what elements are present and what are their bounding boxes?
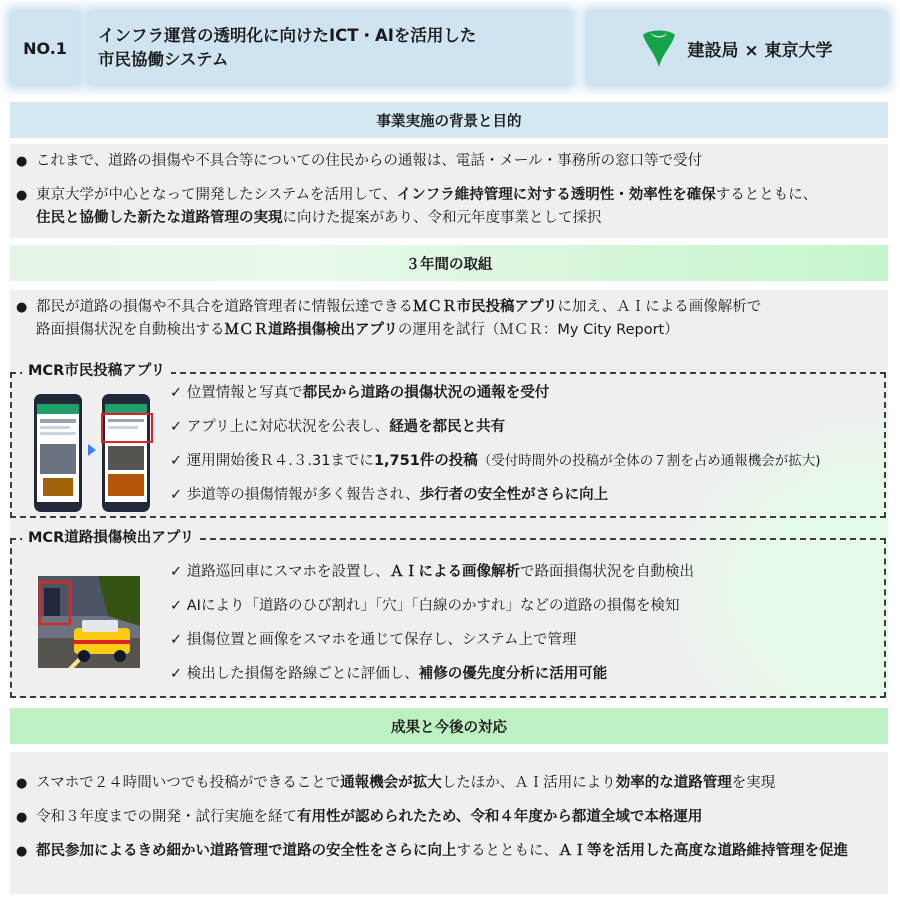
tokyo-ginkgo-logo-icon xyxy=(641,27,677,69)
bullet-icon: ● xyxy=(16,810,28,825)
bullet-text: 令和３年度までの開発・試行実施を経て xyxy=(36,809,297,825)
results-bullet-1 xyxy=(16,772,880,795)
background-bullet-1 xyxy=(16,150,880,173)
results-bullet-2 xyxy=(16,806,880,829)
item-text: 検出した損傷を路線ごとに評価し、 xyxy=(186,666,419,682)
section-background-body xyxy=(10,144,888,238)
bullet-text: 東京大学が中心となって開発したシステムを活用して、 xyxy=(36,187,397,203)
bullet-icon: ● xyxy=(16,300,28,315)
header-org-box xyxy=(588,12,886,84)
section-results-title-bar xyxy=(10,708,888,744)
section-background-title-bar xyxy=(10,102,888,138)
bullet-icon: ● xyxy=(16,844,28,859)
intro-emphasis: ＭＣＲ市民投稿アプリ xyxy=(413,299,558,315)
bullet-text: に向けた提案があり、令和元年度事業として採択 xyxy=(282,210,602,226)
bullet-emphasis: 有用性が認められたため、令和４年度から都道全域で本格運用 xyxy=(297,809,703,825)
bullet-emphasis: インフラ維持管理に対する透明性・効率性を確保 xyxy=(396,187,716,203)
results-bullet-3 xyxy=(16,840,880,863)
detection-app-item-4 xyxy=(170,663,607,685)
item-text: 損傷位置と画像をスマホを通じて保存し、システム上で管理 xyxy=(186,632,577,648)
item-text: AIにより「道路のひび割れ」「穴」「白線のかすれ」などの道路の損傷を検知 xyxy=(186,598,680,614)
citizen-app-item-3 xyxy=(170,450,821,472)
check-icon: ✓ xyxy=(170,598,183,614)
bullet-emphasis: ＡＩ等を活用した高度な道路維持管理を促進 xyxy=(558,843,848,859)
intro-text: 路面損傷状況を自動検出する xyxy=(36,322,225,338)
bullet-emphasis: 都民参加によるきめ細かい道路管理で道路の安全性をさらに向上 xyxy=(36,843,457,859)
citizen-app-item-2 xyxy=(170,416,505,438)
item-emphasis: 1,751件の投稿 xyxy=(373,453,478,469)
item-text: 位置情報と写真で xyxy=(186,385,303,401)
intro-text: 都民が道路の損傷や不具合を道路管理者に情報伝達できる xyxy=(36,299,413,315)
item-emphasis: 経過を都民と共有 xyxy=(389,419,506,435)
intro-emphasis: ＭＣＲ道路損傷検出アプリ xyxy=(224,322,398,338)
panel-damage-detection-app-title: MCR道路損傷検出アプリ xyxy=(22,527,200,549)
bullet-emphasis: 効率的な道路管理 xyxy=(615,775,732,791)
check-icon: ✓ xyxy=(170,564,183,580)
item-text: （受付時間外の投稿が全体の７割を占め通報機会が拡大) xyxy=(477,453,821,469)
bullet-text: を実現 xyxy=(731,775,776,791)
item-text: 運用開始後Ｒ４.３.31までに xyxy=(186,453,374,469)
bullet-emphasis: 通報機会が拡大 xyxy=(340,775,442,791)
check-icon: ✓ xyxy=(170,419,183,435)
bullet-text: するとともに、 xyxy=(715,187,818,203)
check-icon: ✓ xyxy=(170,632,183,648)
citizen-app-item-4 xyxy=(170,484,608,506)
check-icon: ✓ xyxy=(170,385,183,401)
check-icon: ✓ xyxy=(170,487,183,503)
bullet-icon: ● xyxy=(16,188,28,203)
section-efforts-title-bar xyxy=(10,245,888,281)
detection-app-item-1 xyxy=(170,561,694,583)
header-title-box xyxy=(90,12,570,84)
item-text: 歩道等の損傷情報が多く報告され、 xyxy=(186,487,420,503)
bullet-emphasis: 住民と協働した新たな道路管理の実現 xyxy=(36,210,283,226)
item-emphasis: ＡＩによる画像解析 xyxy=(389,564,520,580)
detection-app-item-2 xyxy=(170,595,679,617)
header-org: 建設局 × 東京大学 xyxy=(687,40,833,61)
item-emphasis: 都民から道路の損傷状況の通報を受付 xyxy=(302,385,550,401)
item-text: 道路巡回車にスマホを設置し、 xyxy=(186,564,390,580)
bullet-icon: ● xyxy=(16,776,28,791)
check-icon: ✓ xyxy=(170,453,183,469)
header-number-box xyxy=(12,12,78,84)
section-background-title: 事業実施の背景と目的 xyxy=(376,113,522,130)
bullet-text: するとともに、 xyxy=(456,843,558,859)
item-text: で路面損傷状況を自動検出 xyxy=(519,564,694,580)
bullet-text: したほか、ＡＩ活用により xyxy=(441,775,616,791)
bullet-icon: ● xyxy=(16,154,28,169)
background-bullet-2 xyxy=(16,184,880,230)
section-results-body xyxy=(10,752,888,894)
section-efforts-title: ３年間の取組 xyxy=(405,256,493,273)
check-icon: ✓ xyxy=(170,666,183,682)
header-title-line2: 市民協働システム xyxy=(98,50,229,69)
intro-text: の運用を試行（ＭＣＲ：My City Report） xyxy=(397,322,679,338)
panel-citizen-app-title: MCR市民投稿アプリ xyxy=(22,360,171,382)
smartphone-screens-illustration xyxy=(30,392,160,514)
road-patrol-car-illustration xyxy=(38,576,140,668)
intro-text: に加え、ＡＩによる画像解析で xyxy=(557,299,762,315)
citizen-app-item-1 xyxy=(170,382,549,404)
item-emphasis: 歩行者の安全性がさらに向上 xyxy=(419,487,609,503)
header-number: NO.1 xyxy=(23,38,67,58)
bullet-text: これまで、道路の損傷や不具合等についての住民からの通報は、電話・メール・事務所の窓口等で受付 xyxy=(36,153,703,169)
detection-app-item-3 xyxy=(170,629,577,651)
item-text: アプリ上に対応状況を公表し、 xyxy=(186,419,390,435)
efforts-intro-bullet xyxy=(16,296,884,342)
section-results-title: 成果と今後の対応 xyxy=(391,719,507,736)
bullet-text: スマホで２４時間いつでも投稿ができることで xyxy=(36,775,341,791)
header-title-line1: インフラ運営の透明化に向けたICT・AIを活用した xyxy=(98,26,477,45)
item-emphasis: 補修の優先度分析に活用可能 xyxy=(418,666,608,682)
